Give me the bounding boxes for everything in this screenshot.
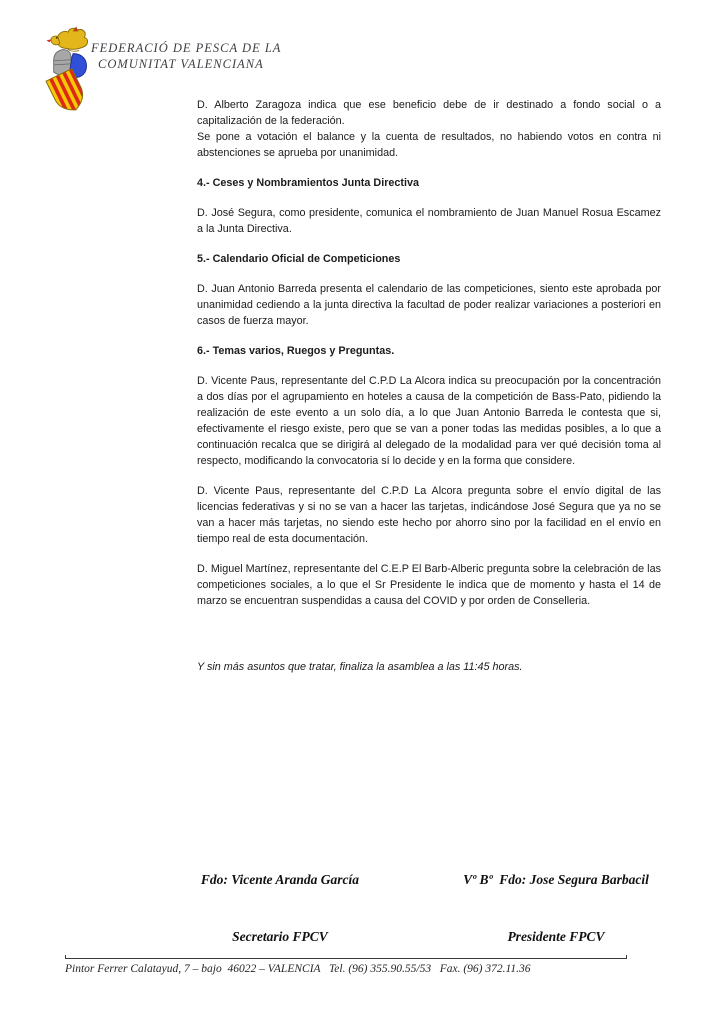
signature-secretary [195,832,365,984]
signature-secretary-name: Fdo: Vicente Aranda García [200,872,360,887]
signature-president [452,832,660,984]
section-heading-5: 5.- Calendario Oficial de Competiciones [197,253,401,265]
dragon-crest [47,27,88,51]
signature-president-role: Presidente FPCV [507,929,605,944]
organization-name-line1: FEDERACIÓ DE PESCA DE LA [91,41,282,55]
section-heading-6: 6.- Temas varios, Ruegos y Preguntas. [197,345,395,357]
closing-line: Y sin más asuntos que tratar, finaliza la asamblea a las 11:45 horas. [197,661,523,673]
paragraph-nombramiento: D. José Segura, como presidente, comunica el nombramiento de Juan Manuel Rosua Escamez a la Junta Directiva. [197,207,661,235]
paragraph-licencias: D. Vicente Paus, representante del C.P.D La Alcora pregunta sobre el envío digital de las licencias federativas y si no se van a hacer las tarjetas, indicándose José Segura que ya no se van a hacer más tarjetas, no siendo este hecho por ahorro sino por la facilidad en el envío en tiempo real de esta documentación. [197,485,661,545]
organization-name [91,40,281,72]
footer-divider [65,958,627,959]
paragraph-competiciones: D. Miguel Martínez, representante del C.E.P El Barb-Alberic pregunta sobre la celebración de las competiciones sociales, a lo que el Sr Presidente le indica que de momento y hasta el 14 de marzo se encuentran suspendidas a causa del COVID y por orden de Conselleria. [197,563,661,607]
section-heading-4: 4.- Ceses y Nombramientos Junta Directiva [197,177,420,189]
paragraph-calendario: D. Juan Antonio Barreda presenta el calendario de las competiciones, siento este aprobada por unanimidad cediendo a la junta directiva la facultad de poder realizar variaciones a posteriori en casos de fuerza mayor. [197,283,661,327]
signature-secretary-role: Secretario FPCV [232,929,328,944]
paragraph-bass-pato: D. Vicente Paus, representante del C.P.D La Alcora indica su preocupación por la concentración a dos días por el agrupamiento en hoteles a causa de la competición de Bass-Pato, pidiendo la realización de este evento a un solo día, a lo que Juan Antonio Barreda le contesta que si, efectivamente el riesgo existe, pero que se van a poner todas las medidas posibles, a lo que a continuación recalca que se dirigirá al delegado de la modalidad para ver qué decisión toma al respecto, modificando la convocatoria sí lo decide y en la forma que considere. [197,375,661,467]
organization-name-line2: COMUNITAT VALENCIANA [98,57,264,71]
footer-address: Pintor Ferrer Calatayud, 7 – bajo 46022 – VALENCIA Tel. (96) 355.90.55/53 Fax. (96) 372.11.36 [65,963,531,975]
paragraph-votacion: Se pone a votación el balance y la cuenta de resultados, no habiendo votos en contra ni abstenciones se aprueba por unanimidad. [197,131,661,159]
document-body [197,97,661,675]
paragraph-beneficio: D. Alberto Zaragoza indica que ese beneficio debe de ir destinado a fondo social o a capitalización de la federación. [197,99,661,127]
signature-president-name: Vº Bº Fdo: Jose Segura Barbacil [463,872,649,887]
